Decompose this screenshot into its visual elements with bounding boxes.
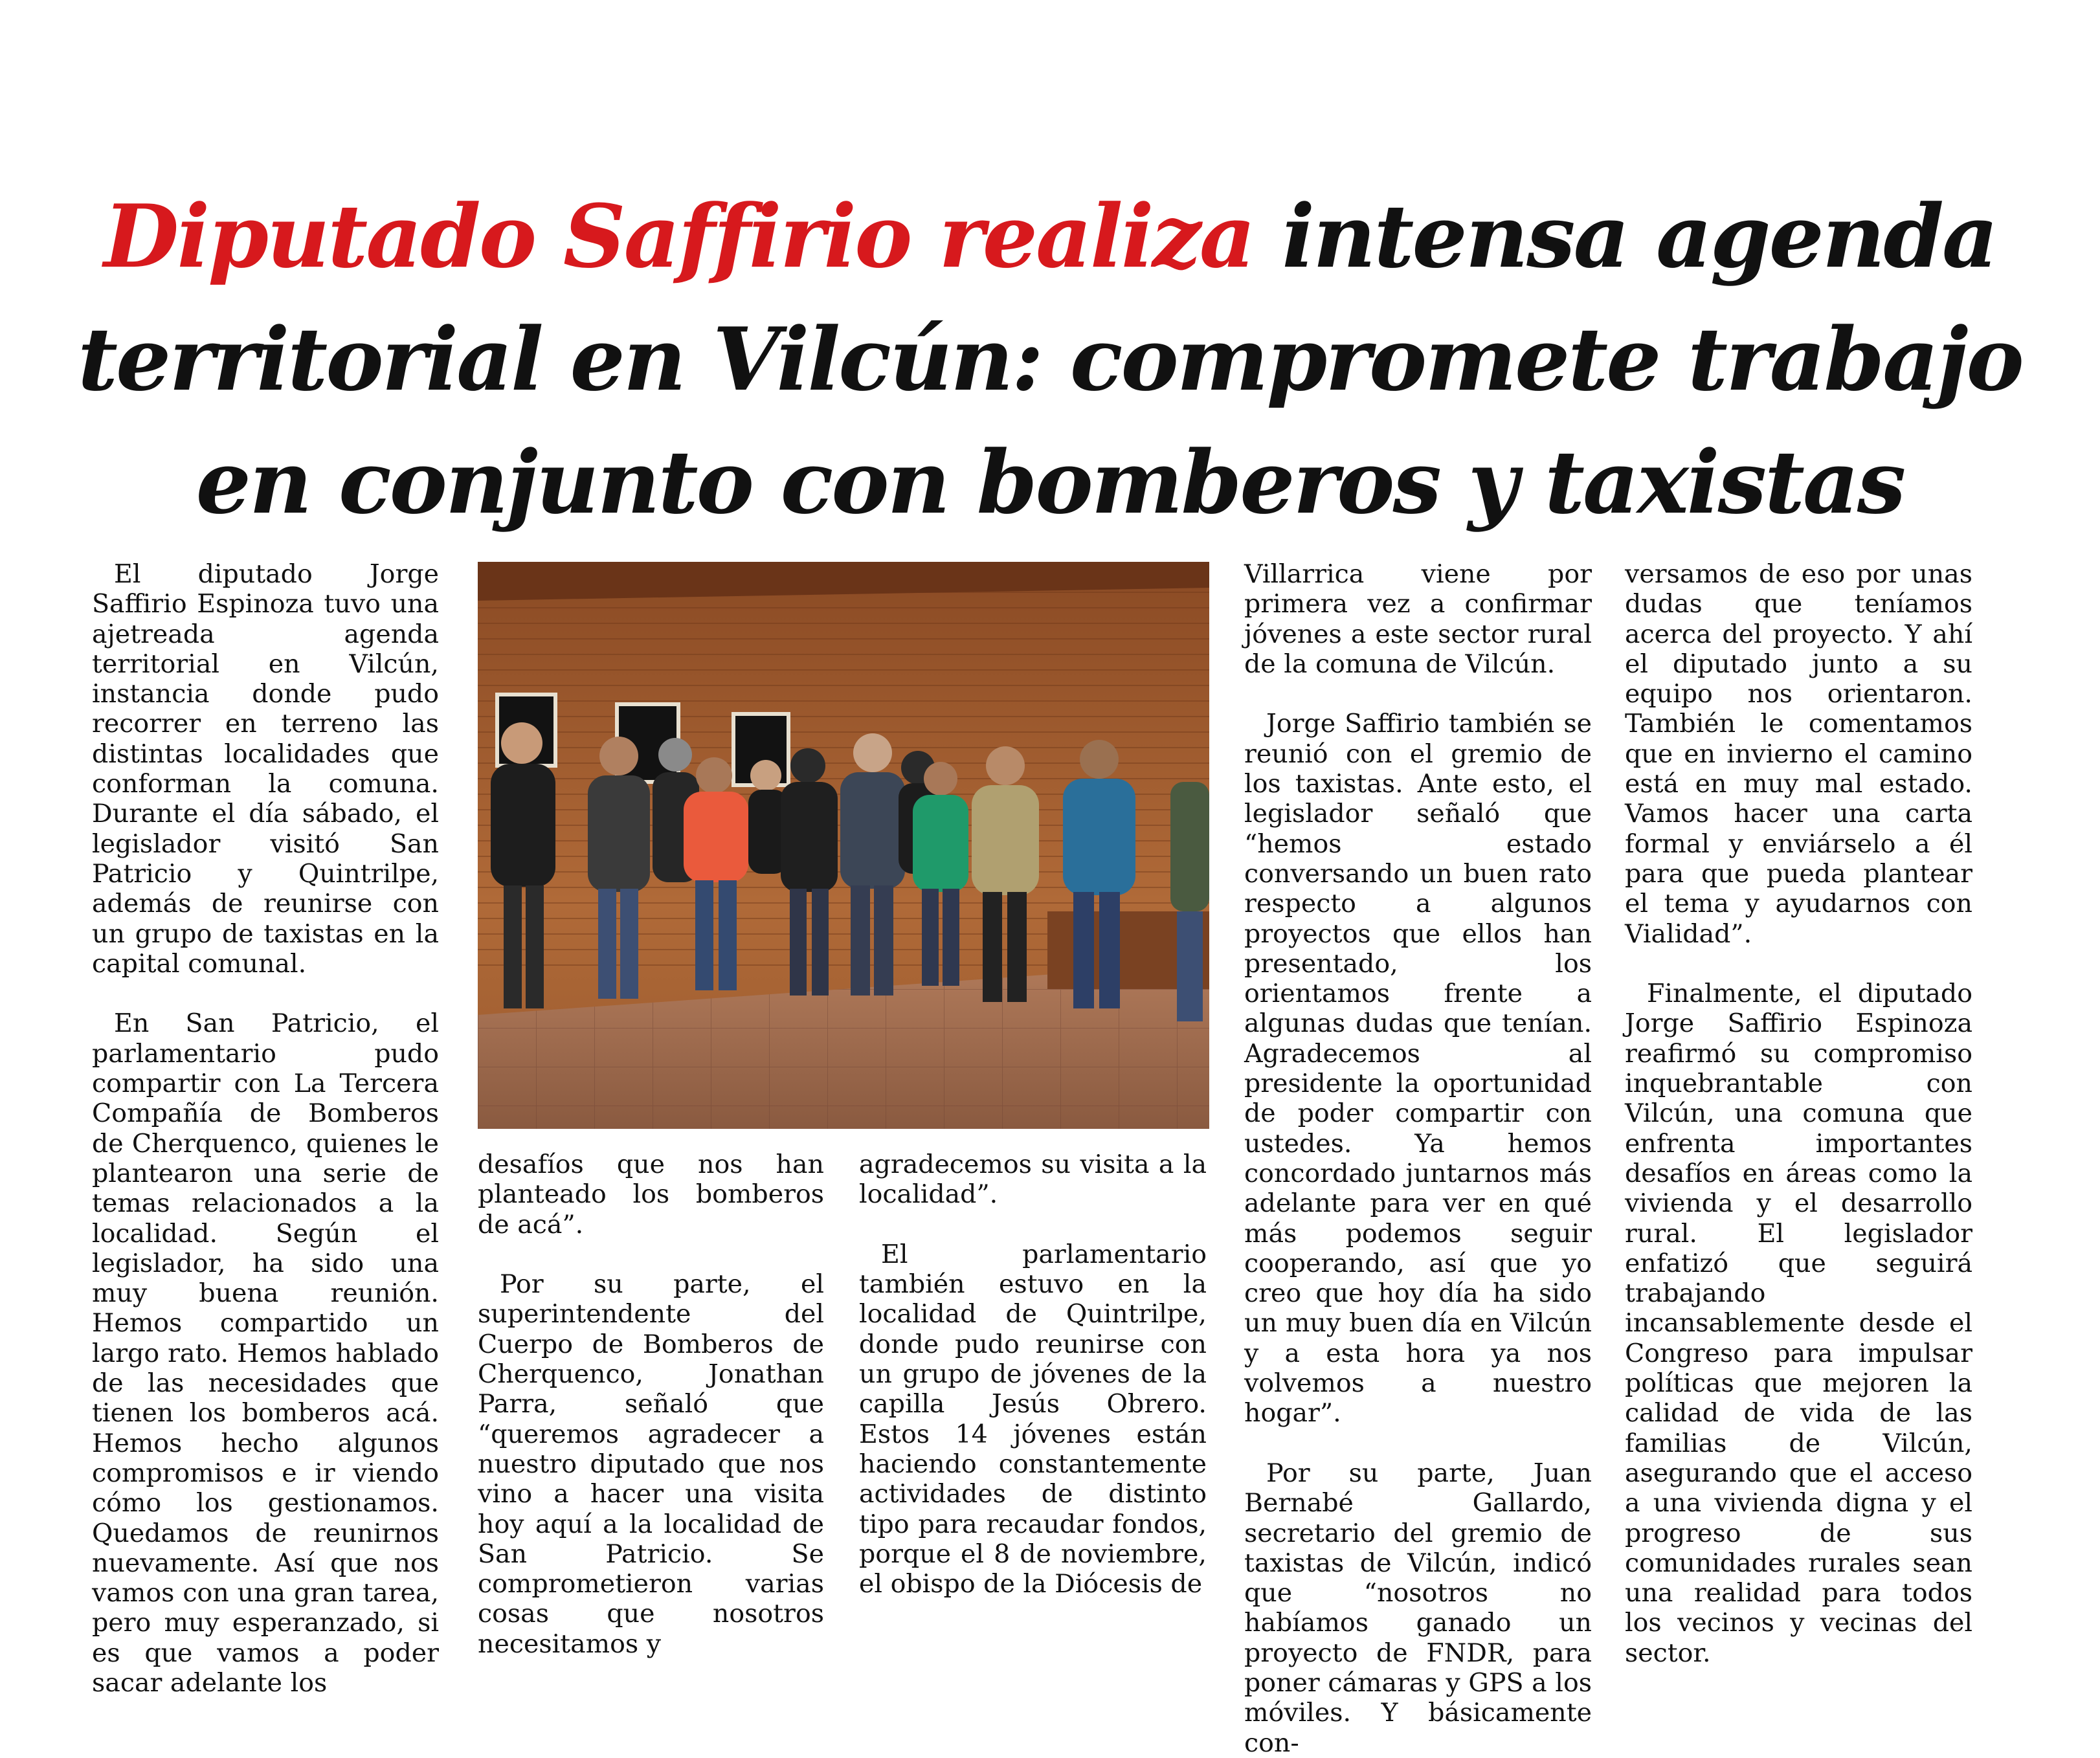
paragraph: agradecemos su visita a la localidad”. xyxy=(859,1150,1207,1210)
column-4 xyxy=(1244,559,1592,1758)
paragraph: El parlamentario también estuvo en la localidad de Quintrilpe, donde pudo reunirse con un grupo de jóvenes de la capilla Jesús Obrero. Estos 14 jóvenes están haciendo constantemente actividades de distinto tipo para recaudar fondos, porque el 8 de noviembre, el obispo de la Diócesis de xyxy=(859,1239,1207,1599)
article-photo xyxy=(478,562,1209,1129)
column-1 xyxy=(92,559,439,1698)
paragraph: En San Patricio, el parlamentario pudo compartir con La Tercera Compañía de Bomberos de Cherquenco, quienes le plantearon una serie de temas relacionados a la localidad. Según el legislador, ha sido una muy buena reunión. Hemos compartido un largo rato. Hemos hablado de las necesidades que tienen los bomberos acá. Hemos hecho algunos compromisos e ir viendo cómo los gestionamos. Quedamos de reunirnos nuevamente. Así que nos vamos con una gran tarea, pero muy esperanzado, si es que vamos a poder sacar adelante los xyxy=(92,1008,439,1698)
paragraph: Villarrica viene por primera vez a confirmar jóvenes a este sector rural de la comuna de Vilcún. xyxy=(1244,559,1592,679)
headline-red-part: Diputado Saffirio realiza xyxy=(104,185,1254,287)
column-3 xyxy=(859,1150,1207,1599)
paragraph: desafíos que nos han planteado los bomberos de acá”. xyxy=(478,1150,824,1240)
paragraph: versamos de eso por unas dudas que teníamos acerca del proyecto. Y ahí el diputado junto a su equipo nos orientaron. También le comentamos que en invierno el camino está en muy mal estado. Vamos hacer una carta formal y enviárselo a él para que pueda plantear el tema y ayudarnos con Vialidad”. xyxy=(1625,559,1972,949)
paragraph: El diputado Jorge Saffirio Espinoza tuvo una ajetreada agenda territorial en Vilcún, instancia donde pudo recorrer en terreno las distintas localidades que conforman la comuna. Durante el día sábado, el legislador visitó San Patricio y Quintrilpe, además de reunirse con un grupo de taxistas en la capital comunal. xyxy=(92,559,439,979)
headline-black-part: intensa agenda territorial en Vilcún: compromete trabajo en conjunto con bomberos y taxistas xyxy=(78,185,2022,533)
column-5 xyxy=(1625,559,1972,1668)
paragraph: Por su parte, Juan Bernabé Gallardo, secretario del gremio de taxistas de Vilcún, indicó que “nosotros no habíamos ganado un proyecto de FNDR, para poner cámaras y GPS a los móviles. Y básicamente con- xyxy=(1244,1458,1592,1758)
paragraph: Finalmente, el diputado Jorge Saffirio Espinoza reafirmó su compromiso inquebrantable con Vilcún, una comuna que enfrenta importantes desafíos en áreas como la vivienda y el desarrollo rural. El legislador enfatizó que seguirá trabajando incansablemente desde el Congreso para impulsar políticas que mejoren la calidad de vida de las familias de Vilcún, asegurando que el acceso a una vivienda digna y el progreso de sus comunidades rurales sean una realidad para todos los vecinos y vecinas del sector. xyxy=(1625,979,1972,1668)
headline xyxy=(71,175,2029,544)
column-2 xyxy=(478,1150,824,1659)
paragraph: Jorge Saffirio también se reunió con el gremio de los taxistas. Ante esto, el legislador señaló que “hemos estado conversando un buen rato respecto a algunos proyectos que ellos han presentado, los orientamos frente a algunas dudas que tenían. Agradecemos al presidente la oportunidad de poder compartir con ustedes. Ya hemos concordado juntarnos más adelante para ver en qué más podemos seguir cooperando, así que yo creo que hoy día ha sido un muy buen día en Vilcún y a esta hora ya nos volvemos a nuestro hogar”. xyxy=(1244,709,1592,1429)
paragraph: Por su parte, el superintendente del Cuerpo de Bomberos de Cherquenco, Jonathan Parra, señaló que “queremos agradecer a nuestro diputado que nos vino a hacer una visita hoy aquí a la localidad de San Patricio. Se comprometieron varias cosas que nosotros necesitamos y xyxy=(478,1269,824,1659)
